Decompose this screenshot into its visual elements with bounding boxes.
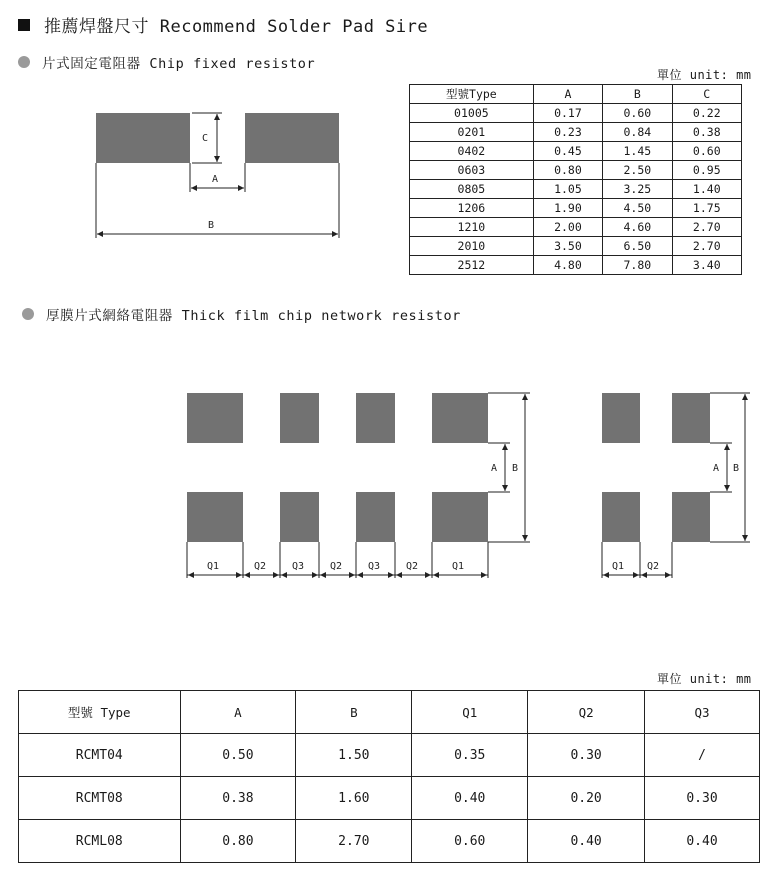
table-cell: 0201 (410, 123, 534, 142)
unit-label: 單位 unit: mm (657, 672, 752, 686)
table-cell: 0.20 (528, 777, 645, 820)
table-cell: RCMT04 (19, 734, 181, 777)
table-cell: 0.17 (533, 104, 602, 123)
table-cell: RCML08 (19, 820, 181, 863)
network-pad-diagram-8 (180, 385, 540, 585)
table-cell: 0.84 (603, 123, 672, 142)
pad-left (96, 113, 190, 163)
table-cell: 2512 (410, 256, 534, 275)
section-heading-text: 厚膜片式網絡電阻器 Thick film chip network resistor (46, 308, 461, 324)
table-cell: 0.50 (180, 734, 296, 777)
table-row (410, 199, 742, 218)
table-cell: 0.95 (672, 161, 741, 180)
table-cell: 0.30 (645, 777, 760, 820)
table-cell: 3.40 (672, 256, 741, 275)
square-bullet-icon (18, 19, 30, 31)
table-row (19, 777, 760, 820)
table-cell: 0.60 (603, 104, 672, 123)
dim-label-q1: Q1 (452, 561, 465, 572)
page-title-text: 推薦焊盤尺寸 Recommend Solder Pad Sire (44, 17, 429, 37)
table-cell: 0.40 (528, 820, 645, 863)
table-cell: 4.50 (603, 199, 672, 218)
table-cell: 2.00 (533, 218, 602, 237)
dim-label-a: A (212, 174, 219, 185)
dim-label-b: B (733, 463, 740, 474)
header-q1: Q1 (412, 691, 528, 734)
table-cell: 0805 (410, 180, 534, 199)
table-cell: 0.80 (180, 820, 296, 863)
header-q2: Q2 (528, 691, 645, 734)
dim-label-q2: Q2 (647, 561, 660, 572)
table-cell: 1.75 (672, 199, 741, 218)
table-cell: 0.38 (180, 777, 296, 820)
header-type: 型號 Type (19, 691, 181, 734)
table-cell: 2.70 (672, 218, 741, 237)
dim-label-a: A (713, 463, 720, 474)
table-cell: 0.40 (645, 820, 760, 863)
network-resistor-table (18, 690, 760, 863)
table-cell: 01005 (410, 104, 534, 123)
dim-label-q1: Q1 (207, 561, 220, 572)
table-cell: 3.25 (603, 180, 672, 199)
table-cell: 2.70 (296, 820, 412, 863)
dim-label-c: C (202, 133, 209, 144)
table-header-row (410, 85, 742, 104)
header-a: A (180, 691, 296, 734)
table-cell: 1.90 (533, 199, 602, 218)
header-c: C (672, 85, 741, 104)
chip-pad-diagram (80, 100, 360, 250)
circle-bullet-icon (22, 308, 34, 320)
dim-label-b: B (208, 220, 215, 231)
table-cell: 1206 (410, 199, 534, 218)
table-cell: 7.80 (603, 256, 672, 275)
pad-right (245, 113, 339, 163)
table-row (410, 104, 742, 123)
table-row (410, 142, 742, 161)
table-row (410, 180, 742, 199)
table-cell: 2.70 (672, 237, 741, 256)
header-a: A (533, 85, 602, 104)
table-cell: 0.38 (672, 123, 741, 142)
table-cell: 1.05 (533, 180, 602, 199)
table-row (410, 218, 742, 237)
dim-label-a: A (491, 463, 498, 474)
table-row (410, 256, 742, 275)
table-cell: 3.50 (533, 237, 602, 256)
header-b: B (603, 85, 672, 104)
dim-label-q3: Q3 (368, 561, 381, 572)
table-cell: 4.60 (603, 218, 672, 237)
table-cell: 0.40 (412, 777, 528, 820)
dim-label-b: B (512, 463, 519, 474)
unit-label: 單位 unit: mm (657, 68, 752, 82)
table-row (19, 820, 760, 863)
table-cell: 1.60 (296, 777, 412, 820)
table-row (410, 123, 742, 142)
dim-label-q3: Q3 (292, 561, 305, 572)
page-title (18, 12, 428, 37)
table-cell: 0.30 (528, 734, 645, 777)
table-row (410, 237, 742, 256)
chip-resistor-table (409, 84, 742, 275)
network-pad-diagram-4 (595, 385, 765, 585)
table-cell: 1.40 (672, 180, 741, 199)
table-row (410, 161, 742, 180)
table-cell: 1.50 (296, 734, 412, 777)
dim-label-q1: Q1 (612, 561, 625, 572)
table-cell: 1.45 (603, 142, 672, 161)
dim-label-q2: Q2 (254, 561, 267, 572)
table-cell: / (645, 734, 760, 777)
table-cell: 4.80 (533, 256, 602, 275)
table-cell: 0.60 (412, 820, 528, 863)
table-cell: 0402 (410, 142, 534, 161)
dim-label-q2: Q2 (330, 561, 343, 572)
section-heading-chip-fixed (18, 52, 315, 72)
table-cell: 0.35 (412, 734, 528, 777)
table-cell: 0.80 (533, 161, 602, 180)
header-b: B (296, 691, 412, 734)
section-heading-text: 片式固定電阻器 Chip fixed resistor (42, 56, 316, 72)
table-cell: 2.50 (603, 161, 672, 180)
table-cell: 0.60 (672, 142, 741, 161)
table-cell: 0.45 (533, 142, 602, 161)
section-heading-thick-film (22, 304, 461, 324)
circle-bullet-icon (18, 56, 30, 68)
table-cell: 0.23 (533, 123, 602, 142)
table-cell: 1210 (410, 218, 534, 237)
table-row (19, 734, 760, 777)
table-cell: 6.50 (603, 237, 672, 256)
dim-label-q2: Q2 (406, 561, 419, 572)
table-header-row (19, 691, 760, 734)
header-type: 型號Type (410, 85, 534, 104)
table-cell: 2010 (410, 237, 534, 256)
header-q3: Q3 (645, 691, 760, 734)
table-cell: 0603 (410, 161, 534, 180)
table-cell: 0.22 (672, 104, 741, 123)
table-cell: RCMT08 (19, 777, 181, 820)
